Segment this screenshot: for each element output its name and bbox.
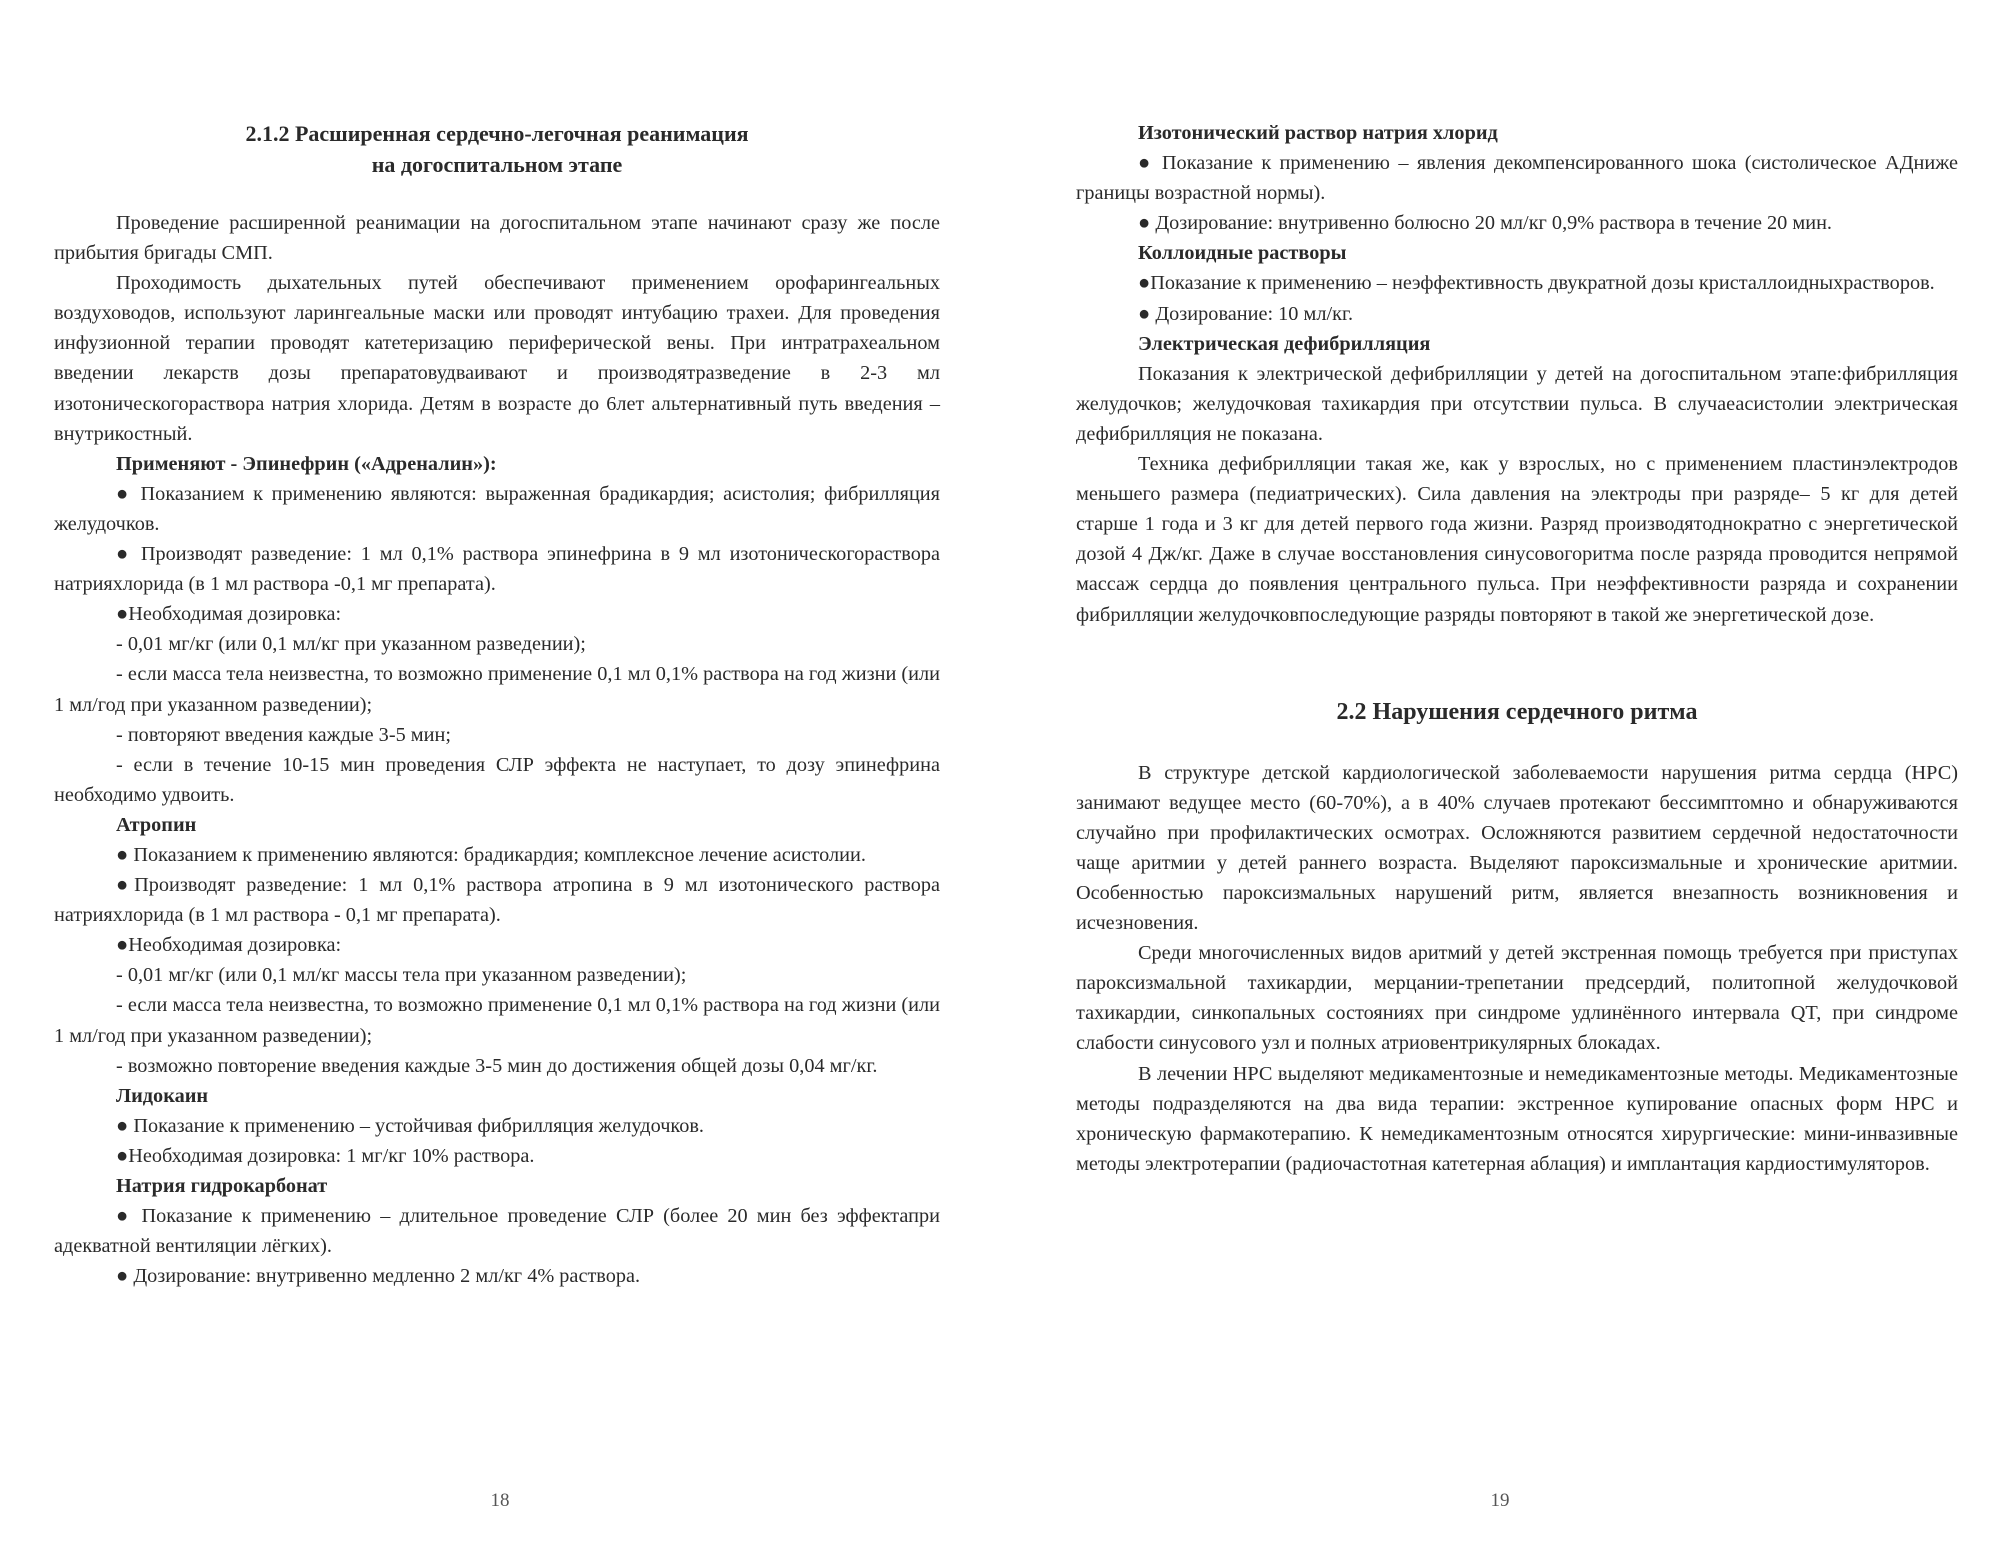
list-item: - если масса тела неизвестна, то возможно применение 0,1 мл 0,1% раствора на год жизни (или 1 мл/год при указанном разведении); — [54, 663, 940, 716]
heading-line-1: 2.1.2 Расширенная сердечно-легочная реанимация — [245, 121, 749, 146]
right-column — [1076, 118, 1958, 1179]
subheading-atropine: Атропин — [116, 813, 197, 836]
list-item: - если масса тела неизвестна, то возможно применение 0,1 мл 0,1% раствора на год жизни (или 1 мл/год при указанном разведении); — [54, 994, 940, 1047]
bullet-item: ●Необходимая дозировка: 1 мг/кг 10% раствора. — [116, 1144, 535, 1167]
paragraph: В структуре детской кардиологической заболеваемости нарушения ритма сердца (НРС) занимают ведущее место (60-70%), а в 40% случаев протекают бессимптомно и обнаруживаются случайно при профилактических осмотрах. Осложняются развитием сердечной недостаточности чаще аритмии у детей раннего возраста. Выделяют пароксизмальные и хронические аритмии. Особенностью пароксизмальных нарушений ритм, является внезапность возникновения и исчезновения. — [1076, 761, 1958, 935]
subheading-sodium-bicarbonate: Натрия гидрокарбонат — [116, 1175, 328, 1197]
left-column — [54, 118, 940, 1291]
bullet-item: ●Показание к применению – неэффективность двукратной дозы кристаллоидныхрастворов. — [1138, 272, 1935, 295]
bullet-item: ● Показание к применению – явления декомпенсированного шока (систолическое АДниже границы возрастной нормы). — [1076, 152, 1958, 205]
bullet-item: ●Необходимая дозировка: — [116, 603, 342, 626]
bullet-item: ● Показанием к применению являются: выраженная брадикардия; асистолия; фибрилляция желудочков. — [54, 482, 940, 535]
paragraph: Техника дефибрилляции такая же, как у взрослых, но с применением пластинэлектродов меньшего размера (педиатрических). Сила давления на электроды при разряде– 5 кг для детей старше 1 года и 3 кг для детей первого года жизни. Разряд производятоднократно с энергетической дозой 4 Дж/кг. Даже в случае восстановления синусовогоритма после разряда проводится непрямой массаж сердца до появления центрального пульса. При неэффективности разряда и сохранении фибрилляции желудочковпоследующие разряды повторяют в такой же энергетической дозе. — [1076, 453, 1958, 626]
subheading-saline: Изотонический раствор натрия хлорид — [1138, 122, 1498, 144]
bullet-item: ●Необходимая дозировка: — [116, 934, 342, 957]
list-item: - 0,01 мг/кг (или 0,1 мл/кг массы тела при указанном разведении); — [116, 964, 687, 987]
right-page — [1000, 0, 2000, 1556]
bullet-item: ● Дозирование: внутривенно болюсно 20 мл/кг 0,9% раствора в течение 20 мин. — [1138, 212, 1832, 235]
bullet-item: ● Производят разведение: 1 мл 0,1% раствора эпинефрина в 9 мл изотоническогораствора натрияхлорида (в 1 мл раствора -0,1 мг препарата). — [54, 543, 940, 596]
paragraph: Проходимость дыхательных путей обеспечивают применением орофарингеальных воздуховодов, используют ларингеальные маски или проводят интубацию трахеи. Для проведения инфузионной терапии проводят катетеризацию периферической вены. При интратрахеальном введении лекарств дозы препаратовудваивают и производятразведение в 2-3 мл изотоническогораствора натрия хлорида. Детям в возрасте до 6лет альтернативный путь введения – внутрикостный. — [54, 272, 940, 445]
paragraph: Показания к электрической дефибрилляции у детей на догоспитальном этапе:фибрилляция желудочков; желудочковая тахикардия при отсутствии пульса. В случаеасистолии электрическая дефибрилляция не показана. — [1076, 362, 1958, 445]
bullet-item: ● Показанием к применению являются: брадикардия; комплексное лечение асистолии. — [116, 843, 866, 866]
paragraph: Проведение расширенной реанимации на догоспитальном этапе начинают сразу же после прибытия бригады СМП. — [54, 212, 940, 265]
bullet-item: ● Показание к применению – длительное проведение СЛР (более 20 мин без эффектапри адекватной вентиляции лёгких). — [54, 1205, 940, 1258]
section-heading-2-2: 2.2 Нарушения сердечного ритма — [1336, 698, 1698, 725]
page-number: 18 — [490, 1490, 510, 1511]
heading-line-2: на догоспитальном этапе — [371, 152, 623, 177]
list-item: - повторяют введения каждые 3-5 мин; — [116, 723, 451, 746]
subheading-colloids: Коллоидные растворы — [1138, 242, 1347, 265]
paragraph: Среди многочисленных видов аритмий у детей экстренная помощь требуется при приступах пароксизмальной тахикардии, мерцании-трепетании предсердий, политопной желудочковой тахикардии, синкопальных состояниях при синдроме удлинённого интервала QT, при синдроме слабости синусового узл и полных атриовентрикулярных блокадах. — [1076, 942, 1958, 1055]
bullet-item: ●Производят разведение: 1 мл 0,1% раствора атропина в 9 мл изотонического раствора натрияхлорида (в 1 мл раствора - 0,1 мг препарата). — [54, 874, 940, 927]
subheading-defibrillation: Электрическая дефибрилляция — [1138, 332, 1431, 355]
section-heading-2-1-2 — [54, 118, 940, 180]
subheading-epinephrine: Применяют - Эпинефрин («Адреналин»): — [116, 452, 497, 475]
bullet-item: ● Показание к применению – устойчивая фибрилляция желудочков. — [116, 1114, 705, 1137]
bullet-item: ● Дозирование: внутривенно медленно 2 мл/кг 4% раствора. — [116, 1265, 641, 1288]
list-item: - возможно повторение введения каждые 3-5 мин до достижения общей дозы 0,04 мг/кг. — [116, 1054, 878, 1077]
paragraph: В лечении НРС выделяют медикаментозные и немедикаментозные методы. Медикаментозные методы подразделяются на два вида терапии: экстренное купирование опасных форм НРС и хроническую фармакотерапию. К немедикаментозным относятся хирургические: мини-инвазивные методы электротерапии (радиочастотная катетерная аблация) и имплантация кардиостимуляторов. — [1076, 1062, 1958, 1175]
list-item: - если в течение 10-15 мин проведения СЛР эффекта не наступает, то дозу эпинефрина необходимо удвоить. — [54, 753, 940, 806]
list-item: - 0,01 мг/кг (или 0,1 мл/кг при указанном разведении); — [116, 633, 586, 656]
page-number: 19 — [1490, 1490, 1510, 1511]
bullet-item: ● Дозирование: 10 мл/кг. — [1138, 302, 1354, 325]
subheading-lidocaine: Лидокаин — [116, 1084, 209, 1107]
